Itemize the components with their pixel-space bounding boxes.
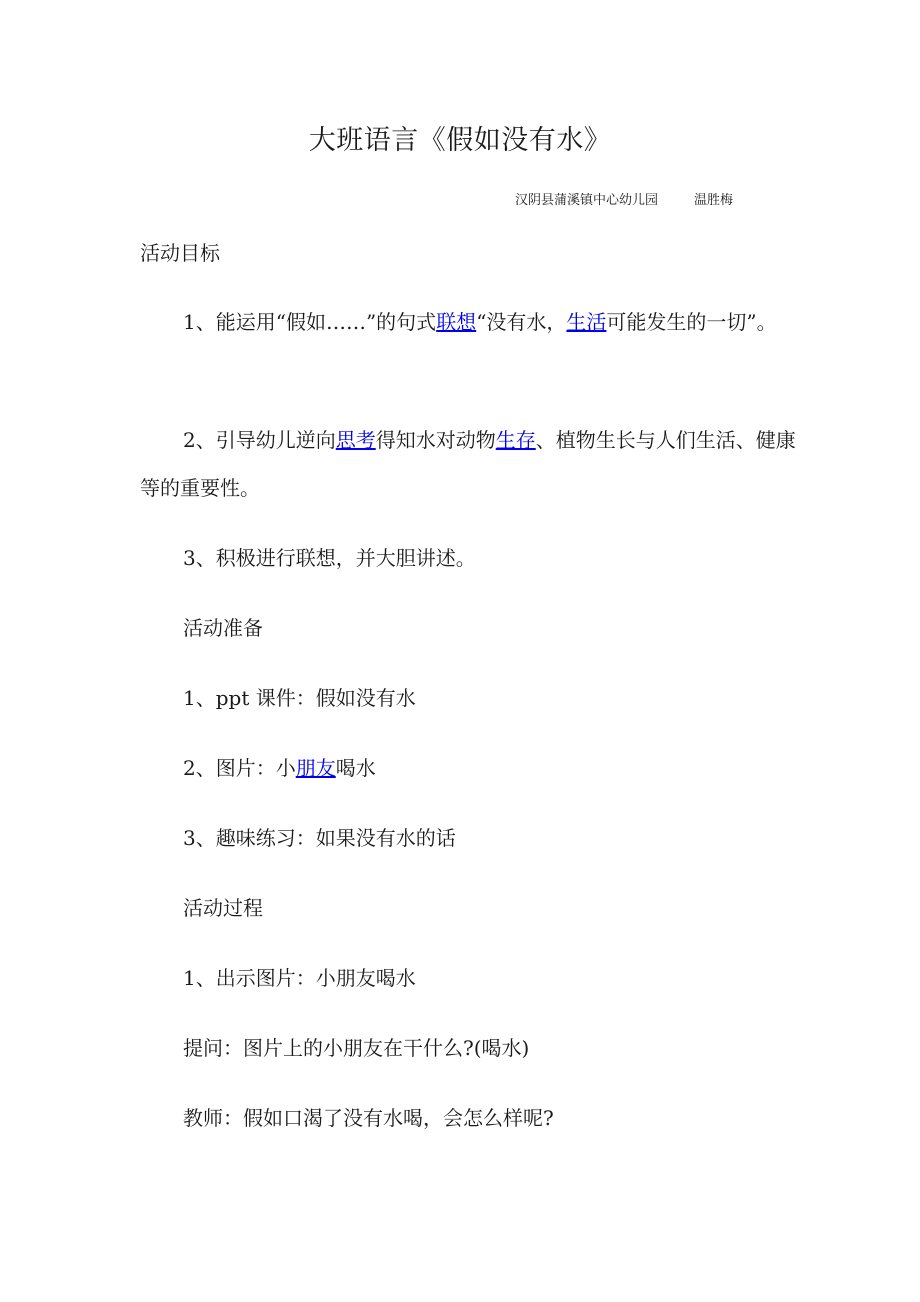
goal-2-text-b: 得知水对动物 xyxy=(375,428,496,452)
goal-2-text-a: 2、引导幼儿逆向 xyxy=(183,428,336,452)
prep-1: 1、ppt 课件：假如没有水 xyxy=(183,686,416,710)
goal-2-text-c: 、植物生长与人们生活、健康等的重要性。 xyxy=(140,428,796,500)
goal-1-text-b: “没有水， xyxy=(476,310,567,334)
byline xyxy=(515,189,733,208)
link-sikao[interactable]: 思考 xyxy=(335,428,376,452)
prep-3: 3、趣味练习：如果没有水的话 xyxy=(183,826,456,850)
goal-3: 3、积极进行联想，并大胆讲述。 xyxy=(183,546,476,570)
question: 提问：图片上的小朋友在干什么?(喝水) xyxy=(183,1036,530,1060)
link-lianxiang[interactable]: 联想 xyxy=(436,310,477,334)
goal-2 xyxy=(140,416,800,512)
prep-2-text-a: 2、图片：小 xyxy=(183,756,296,780)
goals-heading: 活动目标 xyxy=(140,241,220,265)
link-shenghuo[interactable]: 生活 xyxy=(566,310,607,334)
process-1: 1、出示图片：小朋友喝水 xyxy=(183,966,416,990)
author-name: 温胜梅 xyxy=(694,193,734,208)
prep-heading: 活动准备 xyxy=(183,616,263,640)
link-pengyou[interactable]: 朋友 xyxy=(295,756,336,780)
teacher-line: 教师：假如口渴了没有水喝，会怎么样呢? xyxy=(183,1106,554,1130)
goal-1-text-c: 可能发生的一切”。 xyxy=(606,310,777,334)
process-heading: 活动过程 xyxy=(183,896,263,920)
link-shengcun[interactable]: 生存 xyxy=(495,428,536,452)
school-name: 汉阴县蒲溪镇中心幼儿园 xyxy=(515,193,659,208)
goal-1 xyxy=(140,298,800,346)
prep-2 xyxy=(183,744,843,792)
prep-2-text-b: 喝水 xyxy=(335,756,376,780)
document-title: 大班语言《假如没有水》 xyxy=(308,125,612,156)
goal-1-text-a: 1、能运用“假如……”的句式 xyxy=(183,310,437,334)
